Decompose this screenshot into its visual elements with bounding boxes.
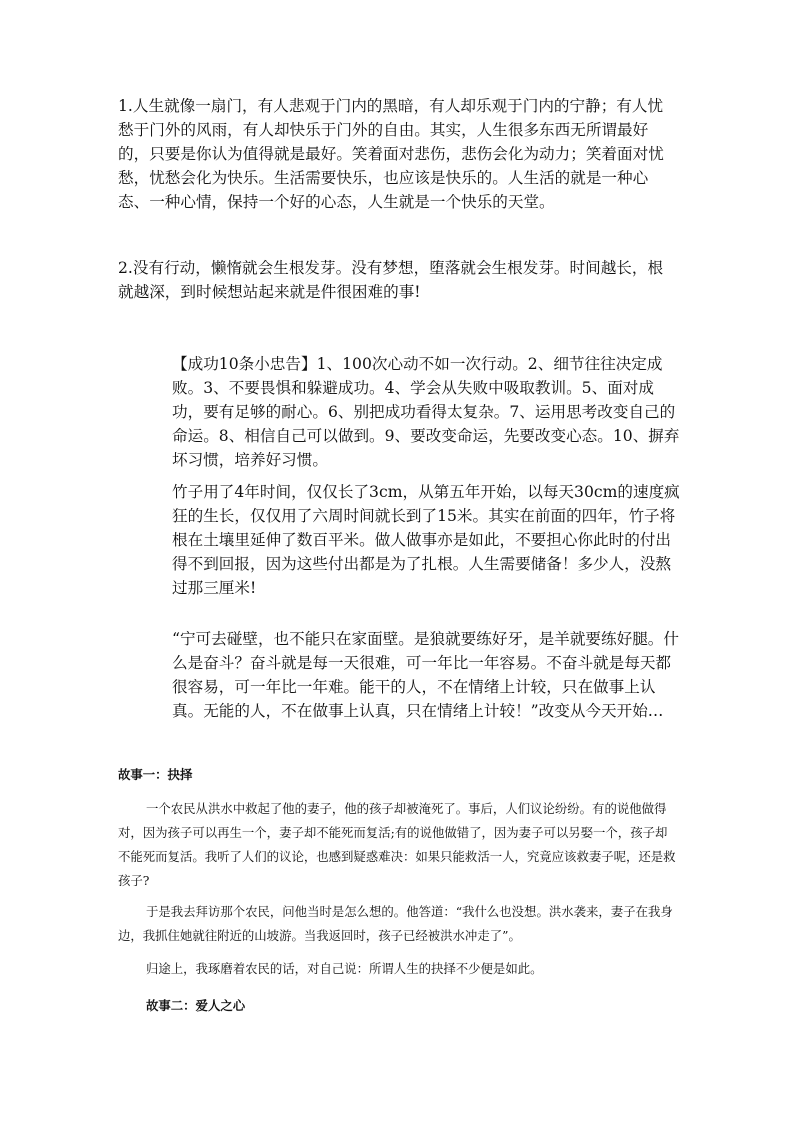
story-1-paragraph-2: 于是我去拜访那个农民，问他当时是怎么想的。他答道：“我什么也没想。洪水袭来，妻子在我身边，我抓住她就往附近的山坡游。当我返回时，孩子已经被洪水冲走了”。 <box>118 904 673 943</box>
paragraph-bamboo: 竹子用了4年时间，仅仅长了3cm，从第五年开始，以每天30cm的速度疯狂的生长，仅仅用了六周时间就长到了15米。其实在前面的四年，竹子将根在土壤里延伸了数百平米。做人做事亦是如此，不要担心你此时的付出得不到回报，因为这些付出都是为了扎根。人生需要储备！多少人，没熬过那三厘米! <box>172 483 680 597</box>
paragraph-2: 2.没有行动，懒惰就会生根发芽。没有梦想，堕落就会生根发芽。时间越长，根就越深，到时候想站起来就是件很困难的事! <box>118 259 664 301</box>
story-1-paragraph-3: 归途上，我琢磨着农民的话，对自己说：所谓人生的抉择不少便是如此。 <box>146 961 543 976</box>
story-2-heading: 故事二：爱人之心 <box>146 998 246 1013</box>
paragraph-1: 1.人生就像一扇门，有人悲观于门内的黑暗，有人却乐观于门内的宁静；有人忧愁于门外的风雨，有人却快乐于门外的自由。其实，人生很多东西无所谓最好的，只要是你认为值得就是最好。笑着面对悲伤，悲伤会化为动力；笑着面对忧愁，忧愁会化为快乐。生活需要快乐，也应该是快乐的。人生活的就是一种心态、一种心情，保持一个好的心态，人生就是一个快乐的天堂。 <box>118 97 664 211</box>
paragraph-quote: “宁可去碰壁，也不能只在家面壁。是狼就要练好牙，是羊就要练好腿。什么是奋斗？奋斗就是每一天很难，可一年比一年容易。不奋斗就是每天都很容易，可一年比一年难。能干的人，不在情绪上计较，只在做事上认真。无能的人，不在做事上认真，只在情绪上计较！”改变从今天开始… <box>172 630 679 720</box>
story-1-heading: 故事一：抉择 <box>118 767 193 782</box>
paragraph-success-tips: 【成功10条小忠告】1、100次心动不如一次行动。2、细节往往决定成败。3、不要畏惧和躲避成功。4、学会从失败中吸取教训。5、面对成功，要有足够的耐心。6、别把成功看得太复杂。7、运用思考改变自己的命运。8、相信自己可以做到。9、要改变命运，先要改变心态。10、摒弃坏习惯，培养好习惯。 <box>172 355 680 469</box>
story-1-paragraph-1: 一个农民从洪水中救起了他的妻子，他的孩子却被淹死了。事后，人们议论纷纷。有的说他做得对，因为孩子可以再生一个，妻子却不能死而复活;有的说他做错了，因为妻子可以另娶一个，孩子却不能死而复活。我听了人们的议论，也感到疑惑难决：如果只能救活一人，究竟应该救妻子呢，还是救孩子? <box>118 801 676 888</box>
